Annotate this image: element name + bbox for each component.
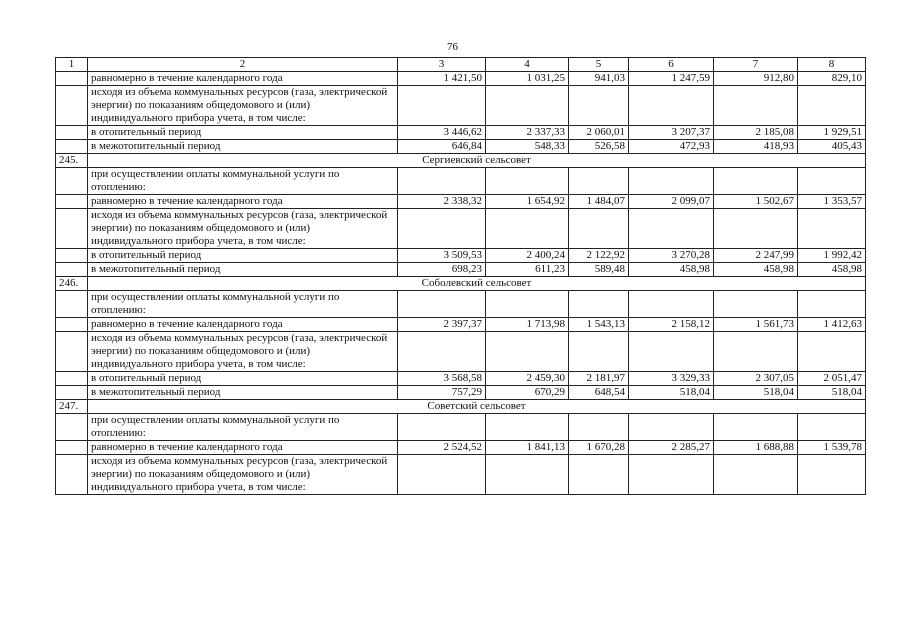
- value-cell: [398, 332, 486, 372]
- text-row: [56, 86, 866, 126]
- index-cell: [56, 332, 88, 372]
- value-cell: 2 459,30: [486, 372, 569, 386]
- value-cell: 3 509,53: [398, 249, 486, 263]
- row-label: исходя из объема коммунальных ресурсов (газа, электрической энергии) по показаниям общедомового и (или) индивидуального прибора учета, в том числе:: [88, 86, 398, 126]
- index-cell: [56, 140, 88, 154]
- section-row: [56, 400, 866, 414]
- value-cell: [714, 168, 798, 195]
- value-cell: [798, 332, 866, 372]
- value-cell: 646,84: [398, 140, 486, 154]
- value-cell: 829,10: [798, 72, 866, 86]
- text-row: [56, 291, 866, 318]
- value-cell: 1 841,13: [486, 441, 569, 455]
- row-label: в межотопительный период: [88, 140, 398, 154]
- data-row: [56, 441, 866, 455]
- value-cell: 3 329,33: [629, 372, 714, 386]
- value-cell: [569, 86, 629, 126]
- value-cell: 1 929,51: [798, 126, 866, 140]
- value-cell: 3 446,62: [398, 126, 486, 140]
- value-cell: [569, 414, 629, 441]
- row-label: исходя из объема коммунальных ресурсов (газа, электрической энергии) по показаниям общедомового и (или) индивидуального прибора учета, в том числе:: [88, 332, 398, 372]
- value-cell: [629, 86, 714, 126]
- value-cell: [629, 209, 714, 249]
- value-cell: 458,98: [798, 263, 866, 277]
- value-cell: 2 122,92: [569, 249, 629, 263]
- value-cell: [798, 414, 866, 441]
- value-cell: [569, 209, 629, 249]
- text-row: [56, 414, 866, 441]
- value-cell: 418,93: [714, 140, 798, 154]
- header-row: [56, 58, 866, 72]
- data-row: [56, 318, 866, 332]
- section-index: 245.: [56, 154, 88, 168]
- value-cell: 1 412,63: [798, 318, 866, 332]
- value-cell: [398, 86, 486, 126]
- value-cell: [486, 332, 569, 372]
- data-row: [56, 72, 866, 86]
- value-cell: [629, 414, 714, 441]
- value-cell: 2 185,08: [714, 126, 798, 140]
- column-header: 7: [714, 58, 798, 72]
- column-header: 2: [88, 58, 398, 72]
- section-index: 246.: [56, 277, 88, 291]
- index-cell: [56, 414, 88, 441]
- value-cell: [629, 332, 714, 372]
- value-cell: 1 713,98: [486, 318, 569, 332]
- value-cell: 458,98: [714, 263, 798, 277]
- column-header: 5: [569, 58, 629, 72]
- value-cell: [714, 414, 798, 441]
- section-name: Советский сельсовет: [88, 400, 866, 414]
- value-cell: [798, 86, 866, 126]
- value-cell: 648,54: [569, 386, 629, 400]
- value-cell: 526,58: [569, 140, 629, 154]
- value-cell: 941,03: [569, 72, 629, 86]
- value-cell: 912,80: [714, 72, 798, 86]
- value-cell: 2 397,37: [398, 318, 486, 332]
- value-cell: [398, 209, 486, 249]
- column-header: 1: [56, 58, 88, 72]
- row-label: в отопительный период: [88, 372, 398, 386]
- section-name: Сергиевский сельсовет: [88, 154, 866, 168]
- value-cell: [714, 332, 798, 372]
- row-label: в отопительный период: [88, 126, 398, 140]
- value-cell: [398, 455, 486, 495]
- value-cell: [398, 414, 486, 441]
- value-cell: [569, 455, 629, 495]
- value-cell: 757,29: [398, 386, 486, 400]
- section-row: [56, 154, 866, 168]
- value-cell: 405,43: [798, 140, 866, 154]
- value-cell: [486, 209, 569, 249]
- value-cell: 518,04: [798, 386, 866, 400]
- index-cell: [56, 386, 88, 400]
- value-cell: 1 543,13: [569, 318, 629, 332]
- value-cell: [629, 168, 714, 195]
- value-cell: 1 688,88: [714, 441, 798, 455]
- value-cell: [569, 291, 629, 318]
- value-cell: 3 270,28: [629, 249, 714, 263]
- value-cell: [798, 168, 866, 195]
- value-cell: 1 561,73: [714, 318, 798, 332]
- index-cell: [56, 441, 88, 455]
- index-cell: [56, 209, 88, 249]
- page-number: 76: [447, 41, 458, 53]
- data-row: [56, 140, 866, 154]
- index-cell: [56, 72, 88, 86]
- index-cell: [56, 86, 88, 126]
- text-row: [56, 209, 866, 249]
- value-cell: 2 285,27: [629, 441, 714, 455]
- value-cell: [798, 209, 866, 249]
- row-label: при осуществлении оплаты коммунальной услуги по отоплению:: [88, 291, 398, 318]
- value-cell: 670,29: [486, 386, 569, 400]
- value-cell: 3 207,37: [629, 126, 714, 140]
- value-cell: 2 524,52: [398, 441, 486, 455]
- value-cell: 548,33: [486, 140, 569, 154]
- value-cell: 1 670,28: [569, 441, 629, 455]
- index-cell: [56, 372, 88, 386]
- data-row: [56, 195, 866, 209]
- row-label: в межотопительный период: [88, 263, 398, 277]
- row-label: при осуществлении оплаты коммунальной услуги по отоплению:: [88, 414, 398, 441]
- value-cell: 472,93: [629, 140, 714, 154]
- value-cell: [569, 332, 629, 372]
- column-header: 6: [629, 58, 714, 72]
- value-cell: [569, 168, 629, 195]
- value-cell: 2 337,33: [486, 126, 569, 140]
- value-cell: 1 502,67: [714, 195, 798, 209]
- index-cell: [56, 455, 88, 495]
- index-cell: [56, 263, 88, 277]
- value-cell: 611,23: [486, 263, 569, 277]
- column-header: 8: [798, 58, 866, 72]
- table-body: [56, 58, 866, 495]
- value-cell: 3 568,58: [398, 372, 486, 386]
- row-label: в отопительный период: [88, 249, 398, 263]
- index-cell: [56, 318, 88, 332]
- row-label: равномерно в течение календарного года: [88, 195, 398, 209]
- section-name: Соболевский сельсовет: [88, 277, 866, 291]
- text-row: [56, 168, 866, 195]
- value-cell: 1 353,57: [798, 195, 866, 209]
- value-cell: 2 307,05: [714, 372, 798, 386]
- text-row: [56, 455, 866, 495]
- data-row: [56, 126, 866, 140]
- value-cell: 2 247,99: [714, 249, 798, 263]
- value-cell: [486, 86, 569, 126]
- value-cell: 2 099,07: [629, 195, 714, 209]
- value-cell: 2 051,47: [798, 372, 866, 386]
- data-row: [56, 386, 866, 400]
- row-label: равномерно в течение календарного года: [88, 441, 398, 455]
- tariff-table: [55, 57, 866, 495]
- row-label: в межотопительный период: [88, 386, 398, 400]
- value-cell: 2 400,24: [486, 249, 569, 263]
- section-row: [56, 277, 866, 291]
- value-cell: [629, 455, 714, 495]
- value-cell: [486, 168, 569, 195]
- value-cell: [714, 291, 798, 318]
- value-cell: 518,04: [714, 386, 798, 400]
- value-cell: [486, 291, 569, 318]
- value-cell: [798, 291, 866, 318]
- section-index: 247.: [56, 400, 88, 414]
- value-cell: [629, 291, 714, 318]
- column-header: 3: [398, 58, 486, 72]
- data-row: [56, 249, 866, 263]
- value-cell: 2 338,32: [398, 195, 486, 209]
- row-label: исходя из объема коммунальных ресурсов (газа, электрической энергии) по показаниям общедомового и (или) индивидуального прибора учета, в том числе:: [88, 455, 398, 495]
- value-cell: [798, 455, 866, 495]
- index-cell: [56, 126, 88, 140]
- value-cell: [714, 86, 798, 126]
- value-cell: 518,04: [629, 386, 714, 400]
- value-cell: 2 158,12: [629, 318, 714, 332]
- row-label: исходя из объема коммунальных ресурсов (газа, электрической энергии) по показаниям общедомового и (или) индивидуального прибора учета, в том числе:: [88, 209, 398, 249]
- value-cell: [398, 291, 486, 318]
- index-cell: [56, 195, 88, 209]
- value-cell: 1 539,78: [798, 441, 866, 455]
- value-cell: 1 247,59: [629, 72, 714, 86]
- data-row: [56, 372, 866, 386]
- value-cell: [714, 209, 798, 249]
- value-cell: 698,23: [398, 263, 486, 277]
- index-cell: [56, 249, 88, 263]
- value-cell: 2 181,97: [569, 372, 629, 386]
- value-cell: 2 060,01: [569, 126, 629, 140]
- value-cell: 1 484,07: [569, 195, 629, 209]
- index-cell: [56, 291, 88, 318]
- row-label: равномерно в течение календарного года: [88, 72, 398, 86]
- value-cell: 589,48: [569, 263, 629, 277]
- value-cell: 1 421,50: [398, 72, 486, 86]
- value-cell: [398, 168, 486, 195]
- row-label: при осуществлении оплаты коммунальной услуги по отоплению:: [88, 168, 398, 195]
- value-cell: 1 654,92: [486, 195, 569, 209]
- value-cell: [486, 414, 569, 441]
- value-cell: [486, 455, 569, 495]
- value-cell: [714, 455, 798, 495]
- text-row: [56, 332, 866, 372]
- row-label: равномерно в течение календарного года: [88, 318, 398, 332]
- value-cell: 458,98: [629, 263, 714, 277]
- column-header: 4: [486, 58, 569, 72]
- value-cell: 1 031,25: [486, 72, 569, 86]
- index-cell: [56, 168, 88, 195]
- value-cell: 1 992,42: [798, 249, 866, 263]
- data-row: [56, 263, 866, 277]
